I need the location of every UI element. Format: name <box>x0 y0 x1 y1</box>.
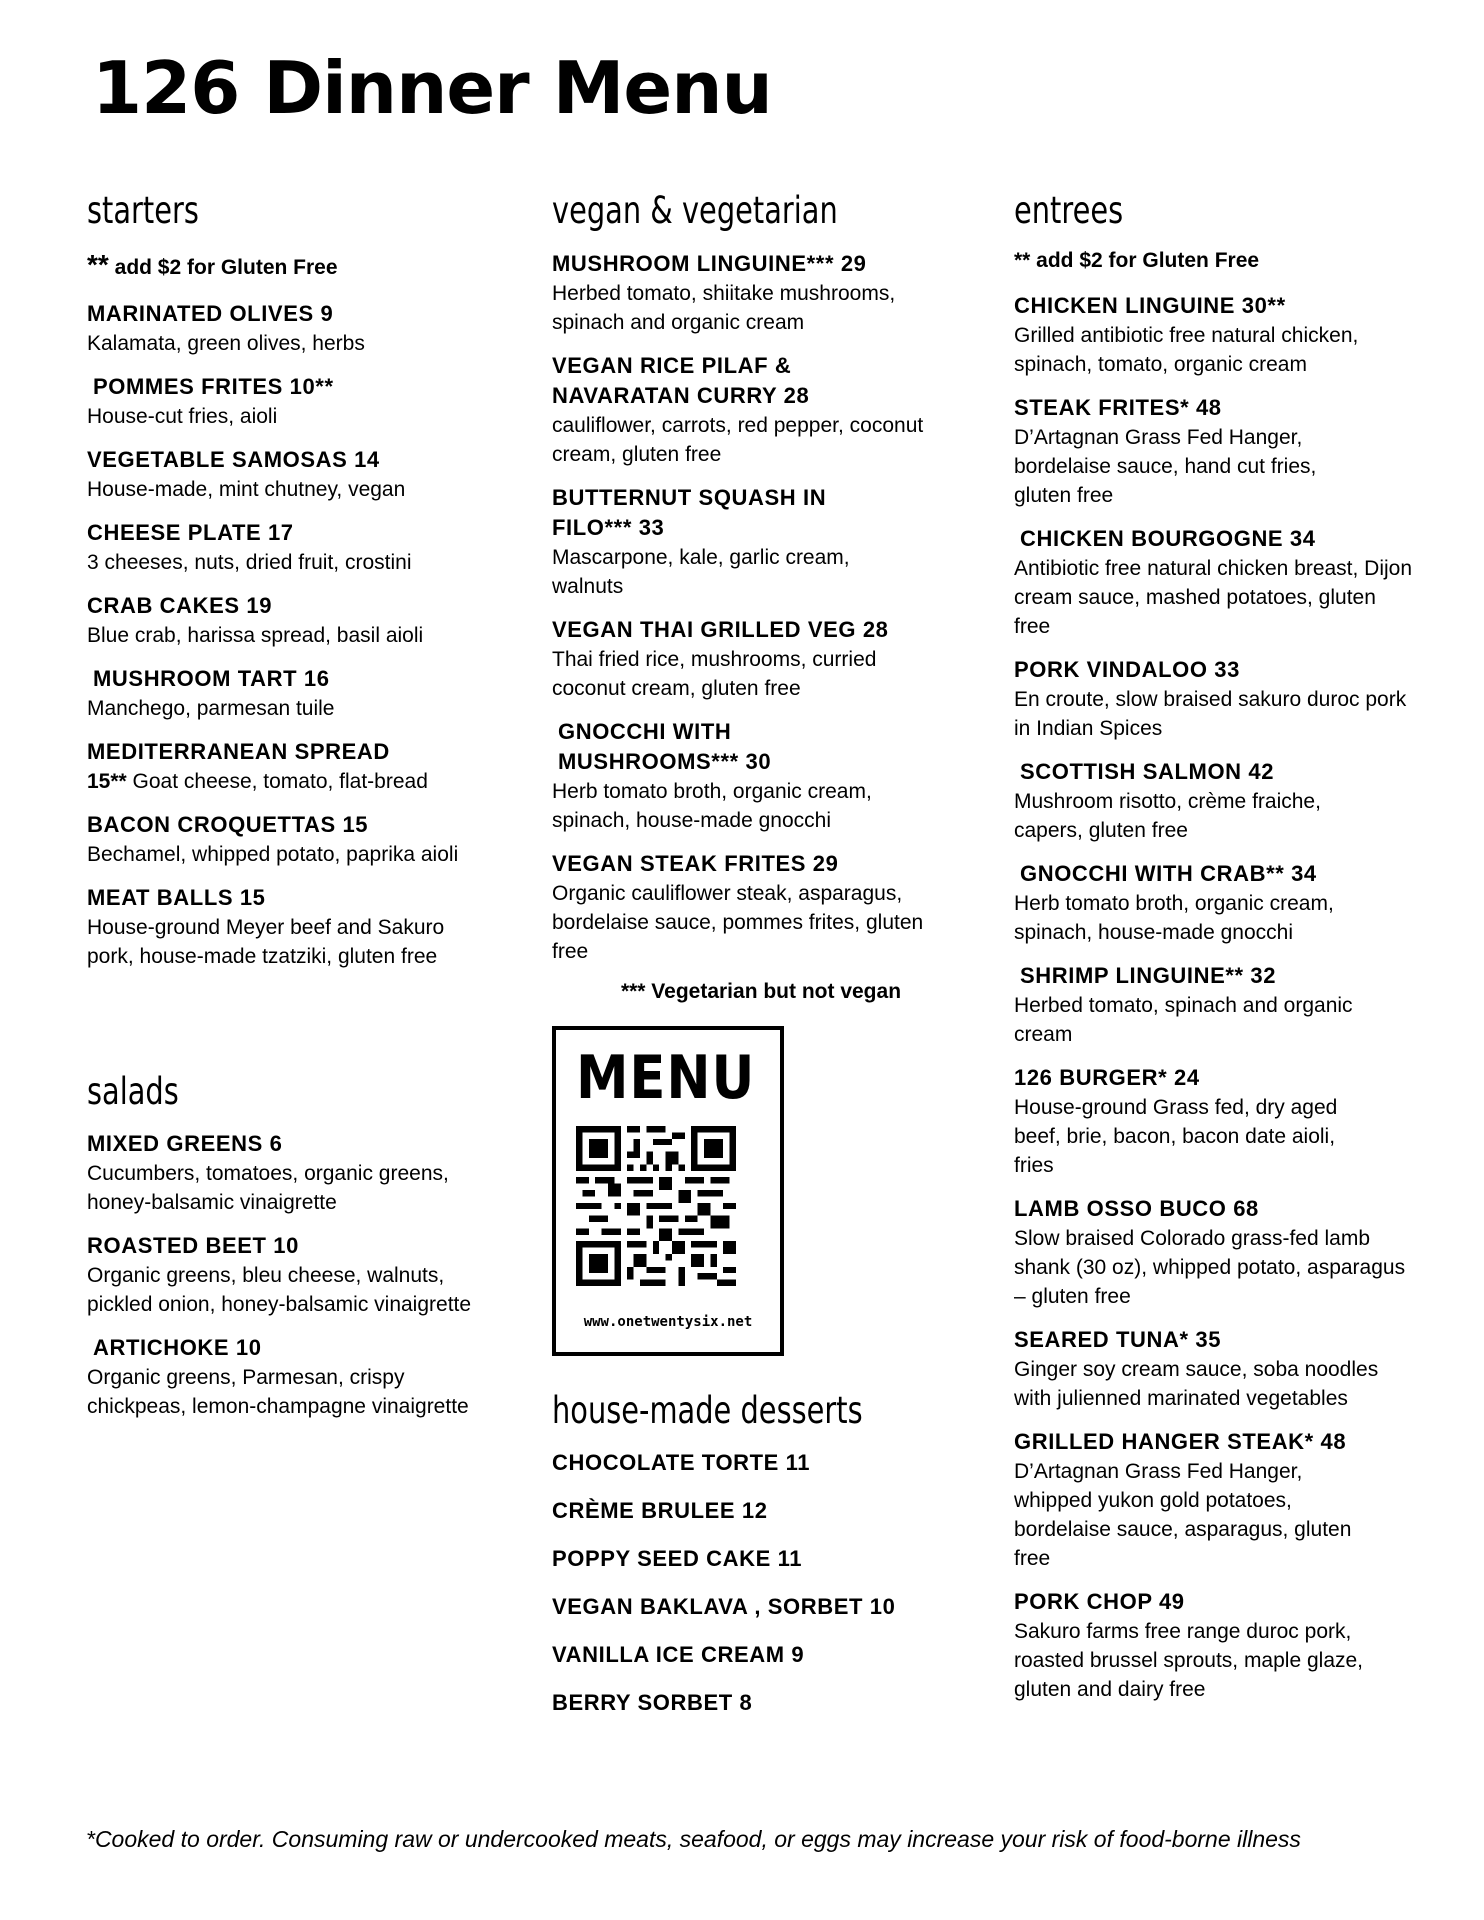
item-description: Sakuro farms free range duroc pork, roasted brussel sprouts, maple glaze, gluten and dairy free <box>1014 1619 1364 1701</box>
item-description: Herb tomato broth, organic cream, spinach, house-made gnocchi <box>552 779 872 832</box>
item-description: Cucumbers, tomatoes, organic greens, honey-balsamic vinaigrette <box>87 1162 449 1215</box>
item-name: CRAB CAKES 19 <box>87 592 273 618</box>
item-description: Mascarpone, kale, garlic cream, walnuts <box>552 545 850 598</box>
menu-item <box>87 1333 487 1421</box>
item-name: MEDITERRANEAN SPREAD <box>87 738 390 764</box>
dessert-item: CRÈME BRULEE 12 <box>552 1498 768 1524</box>
item-description: House-ground Grass fed, dry aged beef, brie, bacon, bacon date aioli, fries <box>1014 1095 1338 1177</box>
vegan-heading: vegan & vegetarian <box>552 189 838 232</box>
item-name: POMMES FRITES 10** <box>93 373 334 399</box>
item-name: VEGETABLE SAMOSAS 14 <box>87 446 380 472</box>
item-description: House-cut fries, aioli <box>87 404 278 428</box>
item-name: VEGAN RICE PILAF & NAVARATAN CURRY 28 <box>552 352 810 408</box>
vegetarian-footnote: *** Vegetarian but not vegan <box>620 979 902 1003</box>
item-description: Slow braised Colorado grass-fed lamb shank (30 oz), whipped potato, asparagus – gluten free <box>1014 1226 1406 1308</box>
dessert-item: CHOCOLATE TORTE 11 <box>552 1450 811 1476</box>
menu-item <box>552 717 952 835</box>
item-name: BACON CROQUETTAS 15 <box>87 811 369 837</box>
item-description: Kalamata, green olives, herbs <box>87 331 365 355</box>
item-name: SCOTTISH SALMON 42 <box>1020 758 1275 784</box>
item-description-text: Goat cheese, tomato, flat-bread <box>132 769 428 793</box>
menu-item <box>87 445 487 504</box>
raw-food-disclaimer: *Cooked to order. Consuming raw or undercooked meats, seafood, or eggs may increase your risk of food-borne illness <box>86 1826 1301 1852</box>
menu-item <box>552 249 952 337</box>
menu-item <box>87 299 487 358</box>
menu-item <box>552 615 952 703</box>
menu-item <box>87 518 487 577</box>
item-description: Grilled antibiotic free natural chicken, spinach, tomato, organic cream <box>1014 323 1359 376</box>
menu-item <box>552 351 952 469</box>
item-description: Manchego, parmesan tuile <box>87 696 335 720</box>
item-description: 3 cheeses, nuts, dried fruit, crostini <box>87 550 412 574</box>
item-description: House-ground Meyer beef and Sakuro pork, house-made tzatziki, gluten free <box>87 915 445 968</box>
menu-item <box>1014 859 1414 947</box>
item-name: MUSHROOM LINGUINE*** 29 <box>552 250 867 276</box>
item-name: 126 BURGER* 24 <box>1014 1064 1200 1090</box>
menu-item <box>87 737 487 796</box>
middle-column <box>552 190 952 1736</box>
item-name: VEGAN STEAK FRITES 29 <box>552 850 839 876</box>
menu-item <box>1014 757 1414 845</box>
item-name: MEAT BALLS 15 <box>87 884 266 910</box>
menu-item <box>87 664 487 723</box>
menu-item <box>1014 961 1414 1049</box>
menu-item <box>1014 1325 1414 1413</box>
menu-item <box>552 849 952 966</box>
dessert-item: POPPY SEED CAKE 11 <box>552 1546 803 1572</box>
menu-qr-card[interactable] <box>552 1026 784 1356</box>
item-name: MIXED GREENS 6 <box>87 1131 283 1157</box>
starters-list <box>87 299 487 971</box>
item-description: Organic greens, bleu cheese, walnuts, pickled onion, honey-balsamic vinaigrette <box>87 1264 472 1317</box>
menu-item <box>1014 655 1414 743</box>
entrees-heading: entrees <box>1014 189 1124 232</box>
menu-item <box>87 372 487 431</box>
item-name: LAMB OSSO BUCO 68 <box>1014 1195 1259 1221</box>
note-text: add $2 for Gluten Free <box>114 255 338 279</box>
menu-title: 126 Dinner Menu <box>92 46 772 130</box>
entrees-list <box>1014 291 1414 1704</box>
item-name: CHICKEN BOURGOGNE 34 <box>1020 525 1316 551</box>
vegan-list <box>552 249 952 966</box>
dessert-item: VANILLA ICE CREAM 9 <box>552 1642 805 1668</box>
item-description: cauliflower, carrots, red pepper, coconut cream, gluten free <box>552 413 924 466</box>
item-name: GNOCCHI WITH CRAB** 34 <box>1020 860 1317 886</box>
menu-item <box>87 1231 487 1319</box>
item-description: Blue crab, harissa spread, basil aioli <box>87 623 424 647</box>
item-name: SHRIMP LINGUINE** 32 <box>1020 962 1277 988</box>
item-description: House-made, mint chutney, vegan <box>87 477 406 501</box>
item-name: SEARED TUNA* 35 <box>1014 1326 1222 1352</box>
item-name: BUTTERNUT SQUASH IN FILO*** 33 <box>552 484 827 540</box>
item-description: Organic cauliflower steak, asparagus, bordelaise sauce, pommes frites, gluten free <box>552 881 924 963</box>
starters-gluten-note <box>87 249 487 281</box>
menu-item <box>1014 1587 1414 1704</box>
item-description: Mushroom risotto, crème fraiche, capers, gluten free <box>1014 789 1321 842</box>
menu-item <box>87 810 487 869</box>
item-description: Antibiotic free natural chicken breast, Dijon cream sauce, mashed potatoes, gluten free <box>1014 556 1413 638</box>
qr-code-icon[interactable] <box>576 1126 736 1286</box>
menu-item <box>1014 393 1414 510</box>
item-name: CHICKEN LINGUINE 30** <box>1014 292 1286 318</box>
item-description: Ginger soy cream sauce, soba noodles with julienned marinated vegetables <box>1014 1357 1379 1410</box>
item-name: MARINATED OLIVES 9 <box>87 300 334 326</box>
item-name: MUSHROOM TART 16 <box>93 665 330 691</box>
qr-url: www.onetwentysix.net <box>583 1313 753 1330</box>
item-description: Herbed tomato, shiitake mushrooms, spinach and organic cream <box>552 281 896 334</box>
desserts-heading: house-made desserts <box>552 1388 863 1432</box>
item-description: Bechamel, whipped potato, paprika aioli <box>87 842 459 866</box>
menu-item <box>87 883 487 971</box>
item-name: CHEESE PLATE 17 <box>87 519 294 545</box>
menu-item <box>1014 1427 1414 1573</box>
left-column <box>87 190 487 1435</box>
salads-list <box>87 1129 487 1421</box>
menu-item <box>87 1129 487 1217</box>
menu-item <box>1014 291 1414 379</box>
menu-item <box>1014 1063 1414 1180</box>
item-description: D’Artagnan Grass Fed Hanger, bordelaise sauce, hand cut fries, gluten free <box>1014 425 1317 507</box>
entrees-gluten-note: ** add $2 for Gluten Free <box>1014 248 1260 272</box>
dessert-item: BERRY SORBET 8 <box>552 1690 753 1716</box>
item-description: Herb tomato broth, organic cream, spinach, house-made gnocchi <box>1014 891 1334 944</box>
note-stars: ** <box>87 248 109 280</box>
item-description: Herbed tomato, spinach and organic cream <box>1014 993 1353 1046</box>
item-name: GNOCCHI WITH MUSHROOMS*** 30 <box>558 718 772 774</box>
item-name: ARTICHOKE 10 <box>93 1335 262 1361</box>
item-description: Thai fried rice, mushrooms, curried coconut cream, gluten free <box>552 647 877 700</box>
item-name: PORK CHOP 49 <box>1014 1588 1185 1614</box>
desserts-list <box>552 1448 952 1718</box>
salads-heading: salads <box>87 1069 179 1113</box>
starters-heading: starters <box>87 189 199 232</box>
item-name: VEGAN THAI GRILLED VEG 28 <box>552 616 889 642</box>
item-description: En croute, slow braised sakuro duroc pork in Indian Spices <box>1014 687 1407 740</box>
item-description <box>87 767 487 796</box>
item-description: D’Artagnan Grass Fed Hanger, whipped yukon gold potatoes, bordelaise sauce, asparagus, gluten free <box>1014 1459 1352 1570</box>
right-column <box>1014 190 1414 1718</box>
dessert-item: VEGAN BAKLAVA , SORBET 10 <box>552 1594 896 1620</box>
qr-card-title: MENU <box>576 1042 756 1113</box>
item-name: PORK VINDALOO 33 <box>1014 656 1240 682</box>
item-description: Organic greens, Parmesan, crispy chickpeas, lemon-champagne vinaigrette <box>87 1366 469 1419</box>
item-price: 15** <box>87 769 127 793</box>
item-name: ROASTED BEET 10 <box>87 1233 299 1259</box>
menu-item <box>87 591 487 650</box>
menu-item <box>552 483 952 601</box>
item-name: GRILLED HANGER STEAK* 48 <box>1014 1428 1347 1454</box>
menu-item <box>1014 524 1414 641</box>
menu-item <box>1014 1194 1414 1311</box>
item-name: STEAK FRITES* 48 <box>1014 394 1222 420</box>
